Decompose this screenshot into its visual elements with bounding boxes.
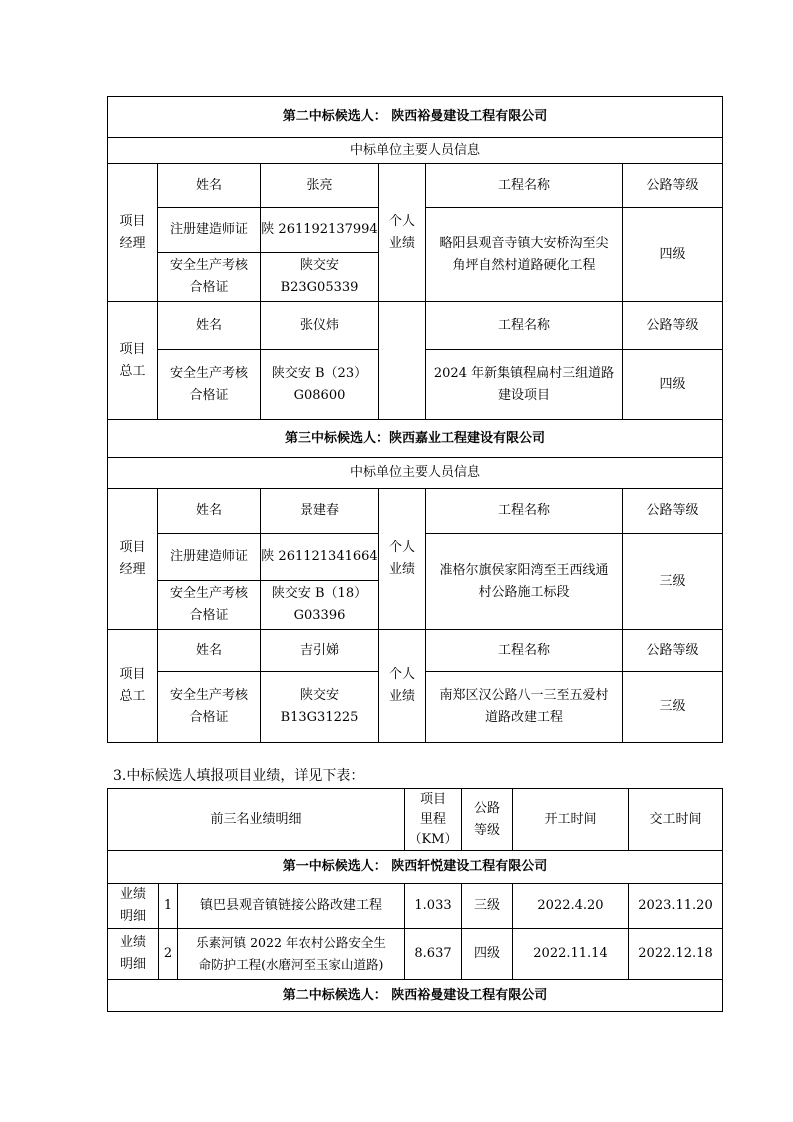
- safety-cert-label: 安全生产考核 合格证: [158, 350, 261, 420]
- personal-performance-label: 个人 业绩: [379, 489, 426, 630]
- section-note: 3.中标候选人填报项目业绩，详见下表：: [113, 768, 365, 784]
- candidate-2-header: 第二中标候选人： 陕西裕曼建设工程有限公司: [108, 980, 723, 1012]
- safety-cert-value: 陕交安 B23G05339: [261, 253, 379, 302]
- performance-table: [107, 788, 723, 1012]
- row-start-date: 2022.4.20: [513, 884, 629, 929]
- cert-label: 注册建造师证: [158, 534, 261, 581]
- safety-cert-label: 安全生产考核 合格证: [158, 253, 261, 302]
- cert-value: 陕 261192137994: [261, 208, 379, 253]
- table-row: [108, 929, 723, 980]
- row-start-date: 2022.11.14: [513, 929, 629, 980]
- project-name-header: 工程名称: [426, 164, 623, 208]
- project-name: 南郑区汉公路八一三至五爱村 道路改建工程: [426, 672, 623, 743]
- row-project: 乐素河镇 2022 年农村公路安全生 命防护工程(水磨河至玉家山道路): [178, 929, 405, 980]
- name-label: 姓名: [158, 630, 261, 672]
- row-end-date: 2022.12.18: [629, 929, 723, 980]
- candidate-1-header: 第一中标候选人： 陕西轩悦建设工程有限公司: [108, 851, 723, 884]
- name-value: 景建春: [261, 489, 379, 534]
- grade-header: 公路 等级: [462, 789, 513, 851]
- name-value: 吉引娣: [261, 630, 379, 672]
- role-chief-engineer: 项目 总工: [108, 630, 158, 743]
- safety-cert-value: 陕交安 B（18） G03396: [261, 581, 379, 630]
- row-label: 业绩 明细: [108, 929, 159, 980]
- row-label: 业绩 明细: [108, 884, 159, 929]
- road-grade: 四级: [623, 350, 723, 420]
- row-grade: 四级: [462, 929, 513, 980]
- project-name-header: 工程名称: [426, 630, 623, 672]
- candidate-3-header: 第三中标候选人：陕西嘉业工程建设有限公司: [108, 420, 723, 458]
- row-number: 1: [159, 884, 178, 929]
- safety-cert-value: 陕交安 B（23） G08600: [261, 350, 379, 420]
- road-grade-header: 公路等级: [623, 164, 723, 208]
- road-grade: 三级: [623, 534, 723, 630]
- personal-performance-label: 个人 业绩: [379, 630, 426, 743]
- row-end-date: 2023.11.20: [629, 884, 723, 929]
- candidate-2-header: 第二中标候选人： 陕西裕曼建设工程有限公司: [108, 97, 723, 138]
- road-grade: 四级: [623, 208, 723, 302]
- row-project: 镇巴县观音镇链接公路改建工程: [178, 884, 405, 929]
- name-label: 姓名: [158, 489, 261, 534]
- personal-performance-label: [379, 302, 426, 420]
- road-grade-header: 公路等级: [623, 630, 723, 672]
- name-label: 姓名: [158, 164, 261, 208]
- personal-performance-label: 个人 业绩: [379, 164, 426, 302]
- row-mileage: 8.637: [405, 929, 462, 980]
- role-chief-engineer: 项目 总工: [108, 302, 158, 420]
- row-mileage: 1.033: [405, 884, 462, 929]
- role-project-manager: 项目 经理: [108, 489, 158, 630]
- road-grade-header: 公路等级: [623, 489, 723, 534]
- end-date-header: 交工时间: [629, 789, 723, 851]
- row-grade: 三级: [462, 884, 513, 929]
- road-grade-header: 公路等级: [623, 302, 723, 350]
- personnel-info-header: 中标单位主要人员信息: [108, 138, 723, 164]
- safety-cert-label: 安全生产考核 合格证: [158, 581, 261, 630]
- start-date-header: 开工时间: [513, 789, 629, 851]
- project-name: 准格尔旗侯家阳湾至王西线通 村公路施工标段: [426, 534, 623, 630]
- project-name: 2024 年新集镇程扁村三组道路 建设项目: [426, 350, 623, 420]
- row-number: 2: [159, 929, 178, 980]
- safety-cert-value: 陕交安 B13G31225: [261, 672, 379, 743]
- name-value: 张仪炜: [261, 302, 379, 350]
- road-grade: 三级: [623, 672, 723, 743]
- detail-header: 前三名业绩明细: [108, 789, 405, 851]
- personnel-info-header: 中标单位主要人员信息: [108, 458, 723, 489]
- safety-cert-label: 安全生产考核 合格证: [158, 672, 261, 743]
- mileage-header: 项目 里程 （KM）: [405, 789, 462, 851]
- table-row: [108, 884, 723, 929]
- cert-label: 注册建造师证: [158, 208, 261, 253]
- role-project-manager: 项目 经理: [108, 164, 158, 302]
- personnel-table: [107, 96, 723, 743]
- project-name-header: 工程名称: [426, 489, 623, 534]
- cert-value: 陕 261121341664: [261, 534, 379, 581]
- project-name: 略阳县观音寺镇大安桥沟至尖 角坪自然村道路硬化工程: [426, 208, 623, 302]
- name-value: 张亮: [261, 164, 379, 208]
- project-name-header: 工程名称: [426, 302, 623, 350]
- name-label: 姓名: [158, 302, 261, 350]
